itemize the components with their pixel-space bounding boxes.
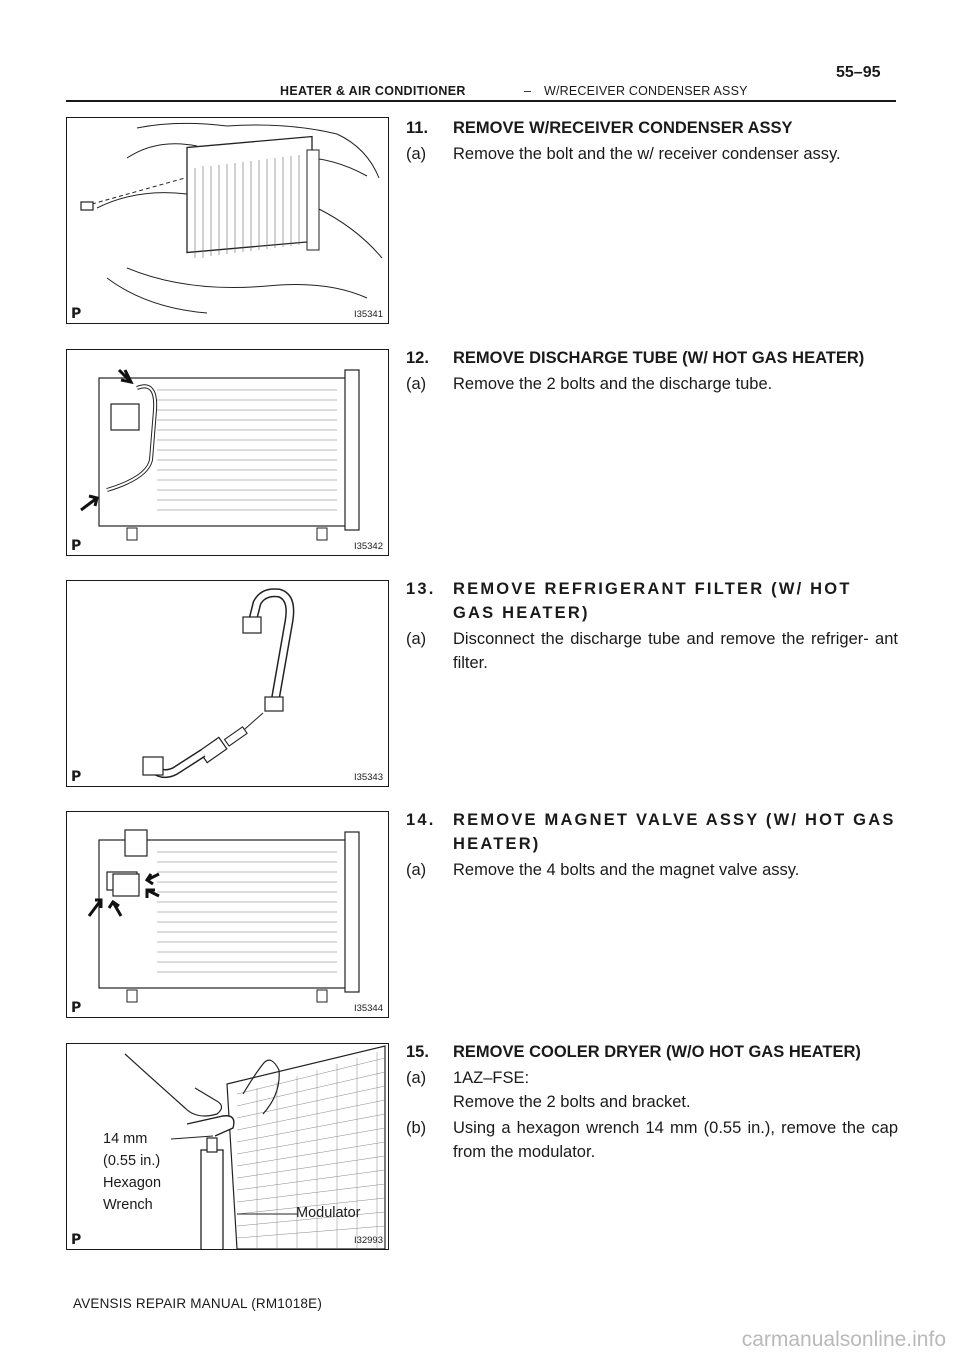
step-12 [406,346,898,396]
step-number: 14. [406,811,436,829]
sub-step-text: Using a hexagon wrench 14 mm (0.55 in.), remove the cap from the modulator. [453,1119,898,1161]
sub-step [406,372,898,396]
magnet-valve-illustration [67,812,389,1018]
wrench-label-line: Wrench [103,1197,153,1213]
sub-step-text: Remove the 2 bolts and the discharge tube. [453,375,773,393]
modulator-label: Modulator [296,1205,361,1221]
step-number: 11. [406,119,429,137]
page-header [66,60,896,102]
step-11 [406,116,898,166]
figure-mark: P [71,1232,82,1248]
step-heading: REMOVE MAGNET VALVE ASSY (W/ HOT GAS HEATER) [453,811,896,853]
step-number: 15. [406,1043,429,1061]
sub-step-label: (a) [406,861,427,879]
header-subsection: W/RECEIVER CONDENSER ASSY [544,84,748,98]
figure-condenser-removal [66,117,389,324]
sub-step-text: Remove the 2 bolts and bracket. [453,1093,691,1111]
sub-step-text: Remove the bolt and the w/ receiver condenser assy. [453,145,841,163]
step-heading: REMOVE DISCHARGE TUBE (W/ HOT GAS HEATER) [453,349,865,367]
figure-mark: P [71,306,82,322]
sub-step [406,627,898,675]
sub-step-label: (b) [406,1119,427,1137]
sub-step-label: (a) [406,630,427,648]
step-title [406,1040,898,1064]
figure-code: I35344 [353,1003,383,1014]
figure-cooler-dryer [66,1043,389,1250]
discharge-tube-illustration [67,350,389,556]
sub-step-text: 1AZ–FSE: [453,1069,530,1087]
figure-code: I35341 [353,309,383,320]
figure-discharge-tube [66,349,389,556]
manual-footer: AVENSIS REPAIR MANUAL (RM1018E) [73,1296,323,1311]
figure-mark: P [71,1000,82,1016]
figure-refrigerant-filter [66,580,389,787]
step-13 [406,577,898,675]
watermark-link[interactable]: carmanualsonline.info [741,1328,946,1351]
step-title [406,346,898,370]
figure-code: I32993 [353,1235,383,1246]
header-section: HEATER & AIR CONDITIONER [280,84,466,98]
sub-step-label: (a) [406,145,427,163]
sub-step-label: (a) [406,375,427,393]
sub-step-text: Remove the 4 bolts and the magnet valve assy. [453,861,800,879]
step-heading: REMOVE COOLER DRYER (W/O HOT GAS HEATER) [453,1043,861,1061]
wrench-label-line: 14 mm [103,1131,148,1147]
sub-step-label: (a) [406,1069,427,1087]
step-15 [406,1040,898,1164]
sub-step [406,1066,898,1114]
wrench-label-line: Hexagon [103,1175,162,1191]
step-number: 13. [406,580,436,598]
sub-step-text: Disconnect the discharge tube and remove the refriger- ant filter. [453,630,898,672]
figure-magnet-valve [66,811,389,1018]
wrench-callout [103,1128,161,1216]
refrigerant-filter-illustration [67,581,389,787]
page-number: 55–95 [836,64,881,81]
wrench-label-line: (0.55 in.) [103,1153,161,1169]
figure-code: I35343 [353,772,383,783]
sub-step [406,1116,898,1164]
header-rule [66,100,896,102]
step-number: 12. [406,349,429,367]
figure-mark: P [71,538,82,554]
step-heading: REMOVE REFRIGERANT FILTER (W/ HOT GAS HEATER) [453,580,852,622]
step-title [406,116,898,140]
arrow-icon [81,496,97,510]
sub-step [406,142,898,166]
step-title [406,808,898,856]
figure-mark: P [71,769,82,785]
figure-code: I35342 [353,541,383,552]
condenser-removal-illustration [67,118,389,324]
step-title [406,577,898,625]
bolt-icon [81,202,93,210]
step-14 [406,808,898,882]
step-heading: REMOVE W/RECEIVER CONDENSER ASSY [453,119,793,137]
header-separator: – [524,84,531,98]
sub-step [406,858,898,882]
